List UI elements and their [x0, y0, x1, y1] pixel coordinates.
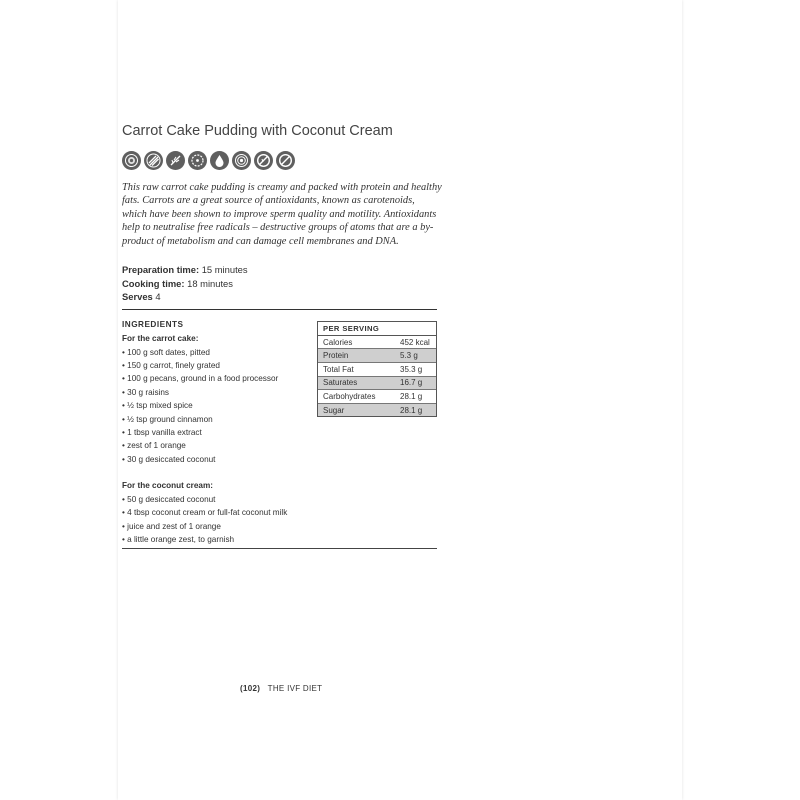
no-gluten-icon — [254, 151, 273, 170]
bottom-divider — [122, 548, 437, 549]
prep-time-value: 15 minutes — [199, 264, 248, 276]
page-number: (102) — [240, 684, 261, 693]
leaf-sprout-icon — [166, 151, 185, 170]
table-cell-value: 5.3 g — [400, 349, 436, 363]
ingredients-list — [122, 318, 312, 547]
cook-time — [122, 277, 442, 291]
list-item: • 1 tbsp vanilla extract — [122, 428, 202, 438]
group2-title: For the coconut cream: — [122, 481, 213, 491]
table-cell-value: 452 kcal — [400, 336, 436, 349]
table-cell-label: Calories — [318, 336, 400, 349]
list-item: • ½ tsp ground cinnamon — [122, 414, 213, 424]
cook-time-value: 18 minutes — [184, 277, 233, 289]
no-sugar-icon — [276, 151, 295, 170]
table-row — [318, 390, 436, 404]
list-item: • 30 g raisins — [122, 387, 170, 397]
list-item: • 100 g pecans, ground in a food processor — [122, 374, 279, 384]
table-row — [318, 336, 436, 349]
list-item: • 50 g desiccated coconut — [122, 494, 216, 504]
list-item: • 150 g carrot, finely grated — [122, 361, 220, 371]
recipe-content — [122, 123, 442, 549]
spacer — [122, 466, 312, 479]
recipe-intro: This raw carrot cake pudding is creamy and packed with protein and healthy fats. Carrots are a great source of antioxidants, known as carotenoids, which have been shown to improve sperm quality and motility. Antioxidants help to neutralise free radicals – destructive groups of atoms that are a by-product of metabolism and can damage cell membranes and DNA. — [122, 182, 442, 247]
list-item: • 30 g desiccated coconut — [122, 454, 216, 464]
list-item: • zest of 1 orange — [122, 441, 186, 451]
table-row — [318, 376, 436, 390]
group1-title: For the carrot cake: — [122, 334, 199, 344]
book-title: THE IVF DIET — [267, 684, 323, 693]
table-cell-value: 35.3 g — [400, 363, 436, 377]
table-cell-value: 28.1 g — [400, 403, 436, 416]
table-cell-label: Protein — [318, 349, 400, 363]
table-cell-label: Carbohydrates — [318, 390, 400, 404]
table-cell-label: Sugar — [318, 403, 400, 416]
table-row — [318, 363, 436, 377]
table-cell-label: Saturates — [318, 376, 400, 390]
serves — [122, 290, 442, 304]
table-cell-label: Total Fat — [318, 363, 400, 377]
list-item: • ½ tsp mixed spice — [122, 401, 193, 411]
diet-icon-row — [122, 151, 442, 171]
ingredients-heading: INGREDIENTS — [122, 319, 184, 329]
grain-icon — [122, 151, 141, 170]
serves-value: 4 — [152, 291, 161, 303]
drop-icon — [210, 151, 229, 170]
nutrition-table — [317, 321, 437, 418]
recipe-meta — [122, 263, 442, 304]
clock-icon — [188, 151, 207, 170]
no-dairy-icon — [144, 151, 163, 170]
table-row — [318, 403, 436, 416]
list-item: • a little orange zest, to garnish — [122, 534, 235, 544]
recipe-title: Carrot Cake Pudding with Coconut Cream — [122, 123, 393, 139]
list-item: • juice and zest of 1 orange — [122, 521, 221, 531]
list-item: • 100 g soft dates, pitted — [122, 347, 210, 357]
nutrition-grid — [318, 336, 436, 417]
table-cell-value: 28.1 g — [400, 390, 436, 404]
prep-time-label: Preparation time: — [122, 264, 200, 276]
list-item: • 4 tbsp coconut cream or full-fat coconut milk — [122, 508, 288, 518]
page-footer — [240, 684, 322, 693]
prep-time — [122, 263, 442, 277]
serves-label: Serves — [122, 291, 153, 303]
target-icon — [232, 151, 251, 170]
ingredients-section — [122, 310, 442, 548]
table-cell-value: 16.7 g — [400, 376, 436, 390]
cook-time-label: Cooking time: — [122, 277, 185, 289]
nutrition-heading: PER SERVING — [318, 322, 436, 336]
table-row — [318, 349, 436, 363]
